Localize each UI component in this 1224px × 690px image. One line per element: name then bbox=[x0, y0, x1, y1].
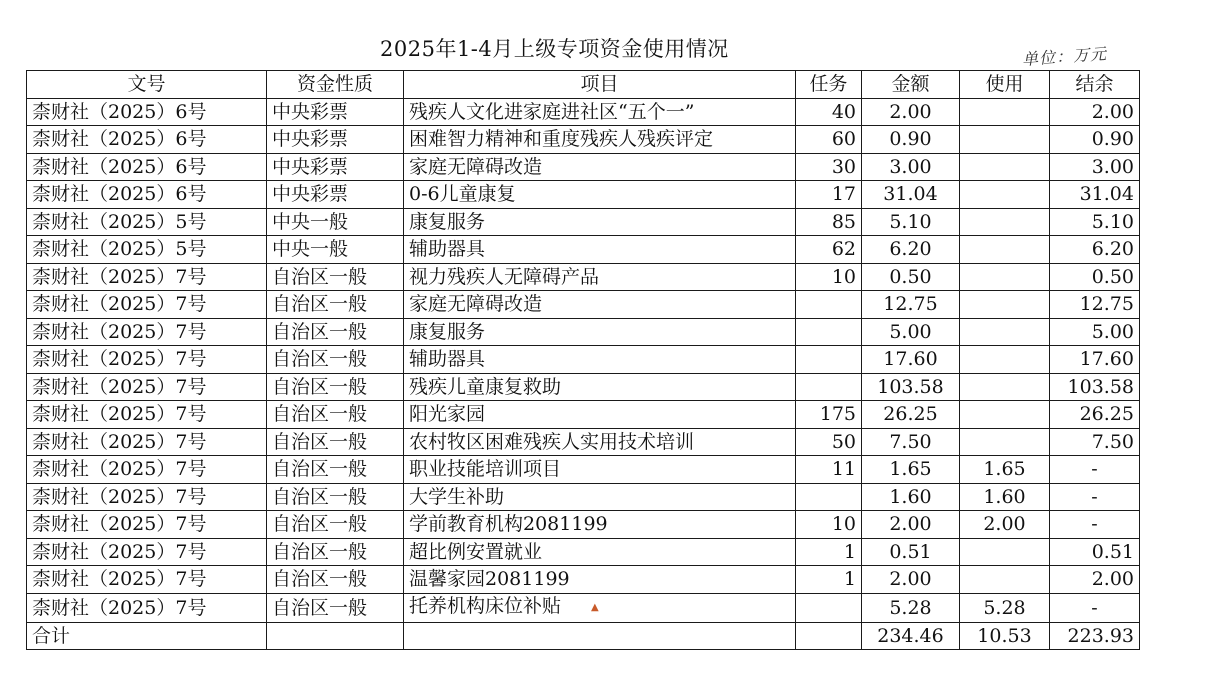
cell-used bbox=[960, 291, 1050, 319]
table-row bbox=[27, 483, 1140, 511]
cell-doc: 柰财社（2025）6号 bbox=[27, 98, 267, 126]
cell-balance: 0.51 bbox=[1050, 538, 1140, 566]
cell-type: 自治区一般 bbox=[267, 401, 404, 429]
cell-type: 自治区一般 bbox=[267, 538, 404, 566]
table-row bbox=[27, 538, 1140, 566]
cell-used bbox=[960, 401, 1050, 429]
cell-used bbox=[960, 236, 1050, 264]
cell-balance: 103.58 bbox=[1050, 373, 1140, 401]
cell-task: 17 bbox=[796, 181, 862, 209]
cell-balance: 5.10 bbox=[1050, 208, 1140, 236]
cell-amount: 1.65 bbox=[862, 456, 960, 484]
cell-task: 10 bbox=[796, 511, 862, 539]
table-row bbox=[27, 208, 1140, 236]
cell-project: 超比例安置就业 bbox=[404, 538, 796, 566]
cell-type: 自治区一般 bbox=[267, 511, 404, 539]
cell-project: 残疾人文化进家庭进社区“五个一” bbox=[404, 98, 796, 126]
cell-project: 残疾儿童康复救助 bbox=[404, 373, 796, 401]
cell-task: 85 bbox=[796, 208, 862, 236]
cell-project: 辅助器具 bbox=[404, 346, 796, 374]
cell-project: 阳光家园 bbox=[404, 401, 796, 429]
cell-amount: 31.04 bbox=[862, 181, 960, 209]
cell-task bbox=[796, 483, 862, 511]
cell-type: 自治区一般 bbox=[267, 566, 404, 594]
cell-task: 175 bbox=[796, 401, 862, 429]
total-empty-task bbox=[796, 622, 862, 650]
cell-type: 中央一般 bbox=[267, 236, 404, 264]
header-balance: 结余 bbox=[1050, 71, 1140, 99]
cell-amount: 0.90 bbox=[862, 126, 960, 154]
cell-amount: 1.60 bbox=[862, 483, 960, 511]
cell-doc: 柰财社（2025）7号 bbox=[27, 428, 267, 456]
cell-amount: 6.20 bbox=[862, 236, 960, 264]
pen-mark-icon: ▲ bbox=[591, 601, 599, 613]
cell-used bbox=[960, 153, 1050, 181]
cell-balance: 31.04 bbox=[1050, 181, 1140, 209]
cell-task: 1 bbox=[796, 566, 862, 594]
table-row bbox=[27, 181, 1140, 209]
cell-balance: - bbox=[1050, 511, 1140, 539]
cell-balance: - bbox=[1050, 593, 1140, 622]
cell-task: 1 bbox=[796, 538, 862, 566]
cell-doc: 柰财社（2025）5号 bbox=[27, 236, 267, 264]
cell-balance: 17.60 bbox=[1050, 346, 1140, 374]
cell-used bbox=[960, 346, 1050, 374]
cell-task: 11 bbox=[796, 456, 862, 484]
cell-amount: 2.00 bbox=[862, 566, 960, 594]
table-row bbox=[27, 153, 1140, 181]
cell-type: 自治区一般 bbox=[267, 373, 404, 401]
cell-project: 温馨家园2081199 bbox=[404, 566, 796, 594]
funds-table bbox=[26, 70, 1140, 650]
cell-project-text: 托养机构床位补贴 bbox=[409, 594, 562, 617]
cell-task: 60 bbox=[796, 126, 862, 154]
cell-task: 62 bbox=[796, 236, 862, 264]
cell-doc: 柰财社（2025）7号 bbox=[27, 291, 267, 319]
cell-type: 自治区一般 bbox=[267, 291, 404, 319]
cell-doc: 柰财社（2025）7号 bbox=[27, 346, 267, 374]
table-row bbox=[27, 373, 1140, 401]
cell-doc: 柰财社（2025）7号 bbox=[27, 483, 267, 511]
cell-task: 30 bbox=[796, 153, 862, 181]
total-amount: 234.46 bbox=[862, 622, 960, 650]
cell-balance: 12.75 bbox=[1050, 291, 1140, 319]
cell-used bbox=[960, 181, 1050, 209]
total-balance: 223.93 bbox=[1050, 622, 1140, 650]
cell-used bbox=[960, 566, 1050, 594]
cell-balance: 7.50 bbox=[1050, 428, 1140, 456]
cell-used: 1.60 bbox=[960, 483, 1050, 511]
cell-doc: 柰财社（2025）7号 bbox=[27, 401, 267, 429]
table-row bbox=[27, 346, 1140, 374]
cell-type: 自治区一般 bbox=[267, 456, 404, 484]
cell-used bbox=[960, 538, 1050, 566]
header-amount: 金额 bbox=[862, 71, 960, 99]
header-project: 项目 bbox=[404, 71, 796, 99]
unit-note: 单位：万元 bbox=[1021, 44, 1108, 69]
cell-used bbox=[960, 126, 1050, 154]
cell-task bbox=[796, 291, 862, 319]
table-row bbox=[27, 428, 1140, 456]
cell-task bbox=[796, 346, 862, 374]
cell-doc: 柰财社（2025）7号 bbox=[27, 263, 267, 291]
cell-doc: 柰财社（2025）7号 bbox=[27, 456, 267, 484]
cell-task bbox=[796, 318, 862, 346]
cell-used bbox=[960, 263, 1050, 291]
cell-project: 职业技能培训项目 bbox=[404, 456, 796, 484]
header-used: 使用 bbox=[960, 71, 1050, 99]
header-row bbox=[27, 71, 1140, 99]
header-task: 任务 bbox=[796, 71, 862, 99]
cell-type: 中央彩票 bbox=[267, 98, 404, 126]
cell-amount: 2.00 bbox=[862, 511, 960, 539]
page-title: 2025年1-4月上级专项资金使用情况 bbox=[380, 37, 729, 61]
cell-balance: 6.20 bbox=[1050, 236, 1140, 264]
cell-project: 康复服务 bbox=[404, 318, 796, 346]
cell-type: 自治区一般 bbox=[267, 428, 404, 456]
cell-type: 中央彩票 bbox=[267, 181, 404, 209]
cell-balance: - bbox=[1050, 483, 1140, 511]
cell-amount: 0.50 bbox=[862, 263, 960, 291]
cell-used bbox=[960, 208, 1050, 236]
cell-project: 家庭无障碍改造 bbox=[404, 153, 796, 181]
cell-doc: 柰财社（2025）7号 bbox=[27, 593, 267, 622]
cell-type: 自治区一般 bbox=[267, 483, 404, 511]
header-doc: 文号 bbox=[27, 71, 267, 99]
cell-balance: 5.00 bbox=[1050, 318, 1140, 346]
cell-balance: 2.00 bbox=[1050, 566, 1140, 594]
cell-type: 自治区一般 bbox=[267, 318, 404, 346]
cell-balance: 0.90 bbox=[1050, 126, 1140, 154]
cell-doc: 柰财社（2025）7号 bbox=[27, 511, 267, 539]
cell-project: 辅助器具 bbox=[404, 236, 796, 264]
table-row bbox=[27, 263, 1140, 291]
table-row bbox=[27, 126, 1140, 154]
cell-doc: 柰财社（2025）7号 bbox=[27, 373, 267, 401]
cell-amount: 12.75 bbox=[862, 291, 960, 319]
cell-project: 农村牧区困难残疾人实用技术培训 bbox=[404, 428, 796, 456]
cell-amount: 7.50 bbox=[862, 428, 960, 456]
cell-doc: 柰财社（2025）6号 bbox=[27, 181, 267, 209]
cell-balance: - bbox=[1050, 456, 1140, 484]
cell-project: 视力残疾人无障碍产品 bbox=[404, 263, 796, 291]
cell-amount: 2.00 bbox=[862, 98, 960, 126]
table-row bbox=[27, 401, 1140, 429]
table-row bbox=[27, 236, 1140, 264]
cell-amount: 0.51 bbox=[862, 538, 960, 566]
total-label: 合计 bbox=[27, 622, 267, 650]
cell-doc: 柰财社（2025）7号 bbox=[27, 538, 267, 566]
cell-amount: 26.25 bbox=[862, 401, 960, 429]
total-empty-type bbox=[267, 622, 404, 650]
cell-amount: 5.10 bbox=[862, 208, 960, 236]
cell-task: 40 bbox=[796, 98, 862, 126]
cell-amount: 17.60 bbox=[862, 346, 960, 374]
cell-type: 自治区一般 bbox=[267, 593, 404, 622]
cell-used: 5.28 bbox=[960, 593, 1050, 622]
cell-balance: 3.00 bbox=[1050, 153, 1140, 181]
cell-project: 学前教育机构2081199 bbox=[404, 511, 796, 539]
cell-project: 康复服务 bbox=[404, 208, 796, 236]
cell-amount: 5.00 bbox=[862, 318, 960, 346]
cell-doc: 柰财社（2025）7号 bbox=[27, 318, 267, 346]
cell-project bbox=[404, 593, 796, 622]
cell-task: 10 bbox=[796, 263, 862, 291]
cell-project: 家庭无障碍改造 bbox=[404, 291, 796, 319]
cell-type: 中央一般 bbox=[267, 208, 404, 236]
cell-doc: 柰财社（2025）7号 bbox=[27, 566, 267, 594]
table-row bbox=[27, 98, 1140, 126]
cell-amount: 3.00 bbox=[862, 153, 960, 181]
cell-type: 中央彩票 bbox=[267, 126, 404, 154]
total-used: 10.53 bbox=[960, 622, 1050, 650]
cell-balance: 0.50 bbox=[1050, 263, 1140, 291]
cell-amount: 5.28 bbox=[862, 593, 960, 622]
cell-used: 1.65 bbox=[960, 456, 1050, 484]
cell-task bbox=[796, 593, 862, 622]
cell-doc: 柰财社（2025）6号 bbox=[27, 153, 267, 181]
cell-project: 大学生补助 bbox=[404, 483, 796, 511]
cell-balance: 2.00 bbox=[1050, 98, 1140, 126]
cell-used bbox=[960, 373, 1050, 401]
cell-project: 困难智力精神和重度残疾人残疾评定 bbox=[404, 126, 796, 154]
cell-used bbox=[960, 428, 1050, 456]
cell-task bbox=[796, 373, 862, 401]
cell-used bbox=[960, 98, 1050, 126]
cell-used bbox=[960, 318, 1050, 346]
header-type: 资金性质 bbox=[267, 71, 404, 99]
cell-used: 2.00 bbox=[960, 511, 1050, 539]
table-row bbox=[27, 566, 1140, 594]
cell-amount: 103.58 bbox=[862, 373, 960, 401]
table-row bbox=[27, 456, 1140, 484]
cell-task: 50 bbox=[796, 428, 862, 456]
cell-type: 中央彩票 bbox=[267, 153, 404, 181]
total-empty-project bbox=[404, 622, 796, 650]
cell-project: 0-6儿童康复 bbox=[404, 181, 796, 209]
total-row bbox=[27, 622, 1140, 650]
table-row bbox=[27, 291, 1140, 319]
cell-type: 自治区一般 bbox=[267, 263, 404, 291]
cell-doc: 柰财社（2025）6号 bbox=[27, 126, 267, 154]
table-row bbox=[27, 511, 1140, 539]
table-row bbox=[27, 593, 1140, 622]
table-row bbox=[27, 318, 1140, 346]
cell-doc: 柰财社（2025）5号 bbox=[27, 208, 267, 236]
cell-balance: 26.25 bbox=[1050, 401, 1140, 429]
cell-type: 自治区一般 bbox=[267, 346, 404, 374]
